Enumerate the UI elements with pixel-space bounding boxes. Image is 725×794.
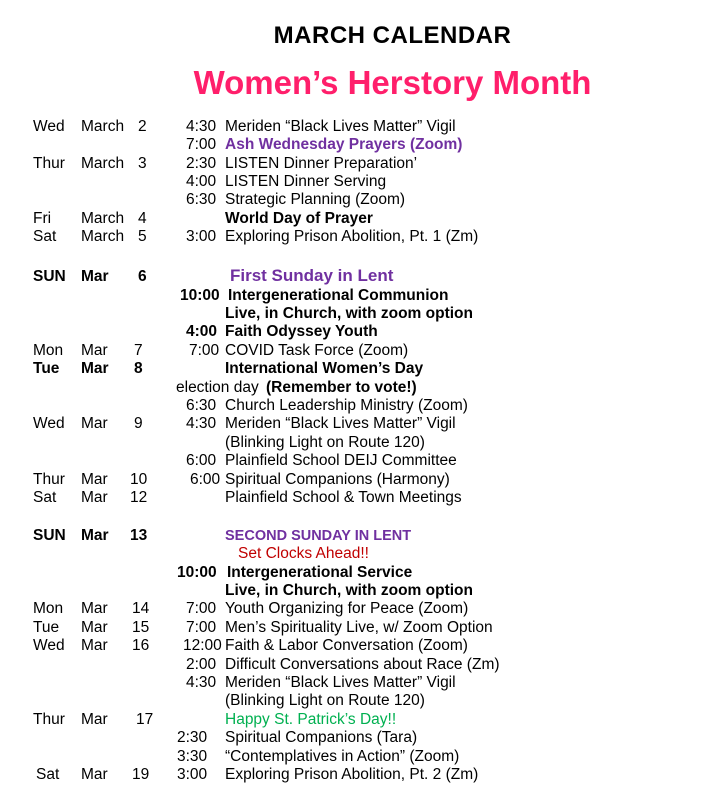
entry-day: Tue [33,619,60,636]
calendar-entry [0,471,725,489]
entry-text-emphasis: (Remember to vote!) [266,379,417,396]
entry-text: Faith Odyssey Youth [225,323,378,340]
entry-day: SUN [33,527,66,544]
entry-date: 13 [130,527,148,544]
entry-month: Mar [81,600,108,617]
entry-time: 7:00 [186,136,217,153]
entry-day: Mon [33,342,64,359]
entry-date: 5 [138,228,147,245]
entry-month: Mar [81,527,109,544]
entry-day: SUN [33,268,66,285]
calendar-entry [0,582,725,600]
calendar-entry [0,228,725,246]
entry-text: Church Leadership Ministry (Zoom) [225,397,468,414]
entry-text: Meriden “Black Lives Matter” Vigil [225,415,456,432]
entry-text: Intergenerational Service [227,564,413,581]
calendar-entry [0,155,725,173]
entry-day: Sat [36,766,60,783]
entry-text: Spiritual Companions (Harmony) [225,471,450,488]
entry-day: Thur [33,471,65,488]
entry-text: Faith & Labor Conversation (Zoom) [225,637,468,654]
entry-date: 9 [134,415,143,432]
entry-month: March [81,155,125,172]
entry-time: 6:00 [190,471,221,488]
calendar-entry [0,434,725,452]
entry-text: Youth Organizing for Peace (Zoom) [225,600,469,617]
entry-text: Ash Wednesday Prayers (Zoom) [225,136,463,153]
entry-day: Wed [33,118,65,135]
entry-time: 2:30 [186,155,217,172]
entry-month: Mar [81,471,108,488]
entry-time: 4:30 [186,415,217,432]
calendar-entry [0,656,725,674]
entry-day: Sat [33,228,57,245]
calendar-entry [0,748,725,766]
calendar-entry [0,305,725,323]
entry-text: Difficult Conversations about Race (Zm) [225,656,500,673]
calendar-entry [0,342,725,360]
entry-month: Mar [81,637,108,654]
entry-time: 6:30 [186,191,217,208]
entry-time: 2:00 [186,656,217,673]
calendar-entry [0,173,725,191]
calendar-entry [0,489,725,507]
entry-date: 7 [134,342,143,359]
entry-time: 4:00 [186,323,218,340]
calendar-entry [0,729,725,747]
entry-date: 10 [130,471,148,488]
entry-text: “Contemplatives in Action” (Zoom) [225,748,460,765]
entry-date: 2 [138,118,147,135]
entry-time: 10:00 [180,287,220,304]
entry-day: Fri [33,210,52,227]
entry-month: Mar [81,766,108,783]
calendar-entry [0,191,725,209]
calendar-entry [0,637,725,655]
calendar-entry [0,210,725,228]
calendar-entry [0,118,725,136]
entry-date: 17 [136,711,154,728]
entry-text: SECOND SUNDAY IN LENT [225,528,412,544]
calendar-entry [0,766,725,784]
entry-date: 16 [132,637,150,654]
entry-day: Wed [33,415,65,432]
entry-text: COVID Task Force (Zoom) [225,342,409,359]
entry-text: Meriden “Black Lives Matter” Vigil [225,674,456,691]
entry-month: Mar [81,711,108,728]
entry-text: World Day of Prayer [225,210,373,227]
entry-time: 4:30 [186,674,217,691]
calendar-entry [0,287,725,305]
entry-time: 12:00 [183,637,222,654]
entry-day: Wed [33,637,65,654]
entry-text: LISTEN Dinner Preparation’ [225,155,418,172]
entry-month: Mar [81,489,108,506]
entry-month: Mar [81,360,109,377]
calendar-entry [0,379,725,397]
entry-month: Mar [81,268,109,285]
calendar-entry [0,545,725,563]
entry-date: 14 [132,600,150,617]
entry-text: Happy St. Patrick’s Day!! [225,711,397,728]
entry-text: Plainfield School DEIJ Committee [225,452,457,469]
calendar-entry [0,711,725,729]
entry-text: International Women’s Day [225,360,424,377]
entry-time: 4:00 [186,173,217,190]
entry-month: Mar [81,619,108,636]
entry-month: March [81,228,125,245]
entry-text: Intergenerational Communion [228,287,449,304]
entry-date: 15 [132,619,150,636]
entry-date: 8 [134,360,143,377]
entry-time: 3:00 [186,228,217,245]
calendar-entry [0,619,725,637]
calendar-entry [0,268,725,286]
calendar-title: MARCH CALENDAR [273,22,512,49]
entry-text: Set Clocks Ahead!! [238,545,369,562]
entry-month: March [81,210,125,227]
entry-time: 10:00 [177,564,217,581]
entry-day: Thur [33,711,65,728]
entry-text: LISTEN Dinner Serving [225,173,387,190]
entry-time: 3:30 [177,748,208,765]
entry-time: 7:00 [189,342,220,359]
entry-day: Sat [33,489,57,506]
entry-text: Men’s Spirituality Live, w/ Zoom Option [225,619,493,636]
entry-text: Exploring Prison Abolition, Pt. 1 (Zm) [225,228,479,245]
calendar-entry [0,360,725,378]
entry-time: 4:30 [186,118,217,135]
entry-text: Meriden “Black Lives Matter” Vigil [225,118,456,135]
entry-month: Mar [81,342,108,359]
calendar-entry [0,564,725,582]
entry-time: 6:00 [186,452,217,469]
entry-date: 3 [138,155,147,172]
calendar-entry [0,136,725,154]
entry-month: Mar [81,415,108,432]
entry-text: election day [176,379,259,396]
calendar-entry [0,600,725,618]
entry-text: Strategic Planning (Zoom) [225,191,406,208]
entry-day: Tue [33,360,60,377]
entry-text: First Sunday in Lent [230,266,394,285]
calendar-entry [0,415,725,433]
entry-day: Mon [33,600,64,617]
entry-text: Live, in Church, with zoom option [225,582,473,599]
calendar-entry [0,452,725,470]
entry-text: Plainfield School & Town Meetings [225,489,462,506]
entry-day: Thur [33,155,65,172]
entry-time: 7:00 [186,600,217,617]
calendar-entry [0,674,725,692]
entry-date: 19 [132,766,150,783]
entry-time: 7:00 [186,619,217,636]
entry-text: Spiritual Companions (Tara) [225,729,418,746]
entry-date: 4 [138,210,147,227]
entry-time: 6:30 [186,397,217,414]
entry-text: Exploring Prison Abolition, Pt. 2 (Zm) [225,766,479,783]
calendar-entry [0,397,725,415]
calendar-entry [0,692,725,710]
entry-date: 12 [130,489,148,506]
calendar-subtitle: Women’s Herstory Month [193,64,592,101]
entry-time: 3:00 [177,766,208,783]
entry-text: Live, in Church, with zoom option [225,305,473,322]
calendar-entry [0,527,725,545]
entry-text: (Blinking Light on Route 120) [225,434,425,451]
entry-month: March [81,118,125,135]
entry-date: 6 [138,268,147,285]
entry-time: 2:30 [177,729,208,746]
calendar-entry [0,323,725,341]
entry-text: (Blinking Light on Route 120) [225,692,425,709]
